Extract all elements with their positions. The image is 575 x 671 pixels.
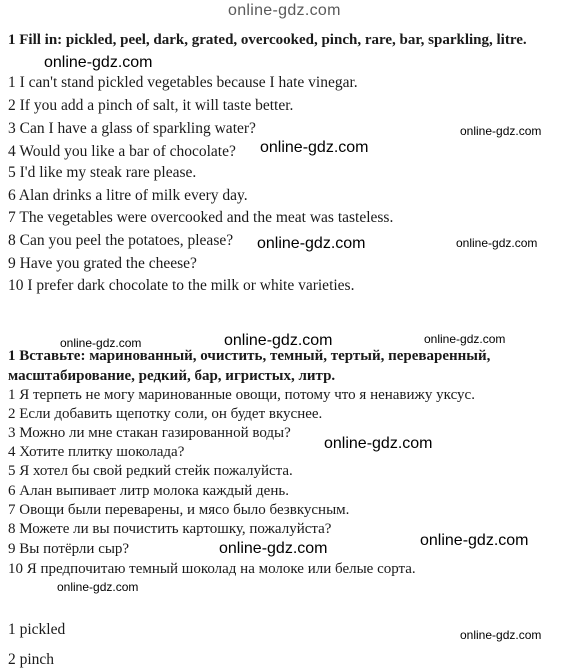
sentence-line: 1 I can't stand pickled vegetables because I hate vinegar. [8,74,358,91]
sentence-line: 4 Хотите плитку шоколада? [8,444,185,460]
sentence-line: 3 Can I have a glass of sparkling water? [8,120,256,137]
sentence-line: 5 Я хотел бы свой редкий стейк пожалуйста. [8,463,293,479]
watermark: online-gdz.com [60,336,142,350]
watermark: online-gdz.com [424,332,506,346]
watermark: online-gdz.com [224,332,333,349]
watermark: online-gdz.com [228,2,341,19]
watermark: online-gdz.com [257,235,366,252]
sentence-line: 8 Can you peel the potatoes, please? [8,232,234,249]
sentence-line: 6 Alan drinks a litre of milk every day. [8,187,248,204]
watermark: online-gdz.com [460,124,542,138]
watermark: online-gdz.com [44,54,153,71]
sentence-line: 9 Вы потёрли сыр? [8,541,130,557]
watermark: online-gdz.com [460,628,542,642]
sentence-line: 1 Я терпеть не могу маринованные овощи, потому что я ненавижу уксус. [8,387,475,403]
sentence-line: 10 I prefer dark chocolate to the milk or white varieties. [8,277,355,294]
exercise-heading-ru: 1 Вставьте: маринованный, очистить, темный, тертый, переваренный, масштабирование, редкий, бар, игристых, литр. [8,348,491,384]
sentence-line: 4 Would you like a bar of chocolate? [8,143,236,160]
watermark: online-gdz.com [456,236,538,250]
sentence-line: 7 The vegetables were overcooked and the meat was tasteless. [8,209,394,226]
sentence-line: 7 Овощи были переварены, и мясо было безвкусным. [8,502,350,518]
sentence-line: 9 Have you grated the cheese? [8,255,197,272]
sentence-line: 3 Можно ли мне стакан газированной воды? [8,425,291,441]
watermark: online-gdz.com [57,580,139,594]
exercise-heading-en: 1 Fill in: pickled, peel, dark, grated, overcooked, pinch, rare, bar, sparkling, litre. [8,32,527,48]
sentence-line: 5 I'd like my steak rare please. [8,164,197,181]
sentence-line: 8 Можете ли вы почистить картошку, пожалуйста? [8,521,332,537]
sentence-line: 10 Я предпочитаю темный шоколад на молоке или белые сорта. [8,561,416,577]
watermark: online-gdz.com [324,435,433,452]
watermark: online-gdz.com [420,532,529,549]
sentence-line: 6 Алан выпивает литр молока каждый день. [8,483,289,499]
watermark: online-gdz.com [219,540,328,557]
sentence-line: 2 If you add a pinch of salt, it will taste better. [8,97,294,114]
sentence-line: 2 Если добавить щепотку соли, он будет вкуснее. [8,406,323,422]
answer-line: 2 pinch [8,651,55,668]
answer-line: 1 pickled [8,621,66,638]
watermark: online-gdz.com [260,139,369,156]
